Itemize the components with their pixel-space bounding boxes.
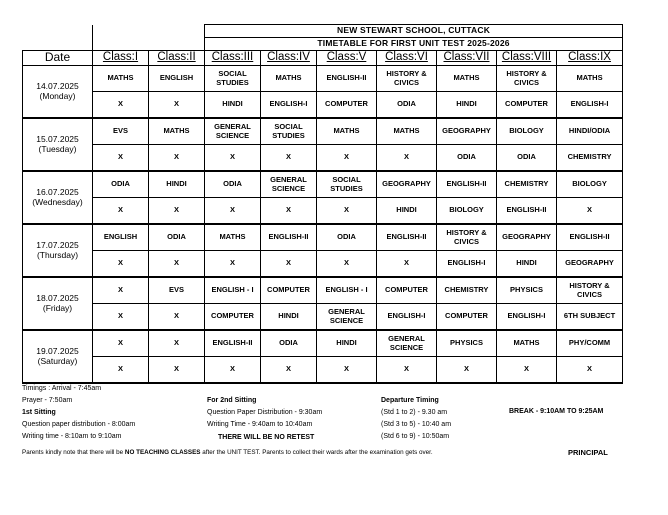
day-name: (Friday) <box>42 302 73 313</box>
date-header: Date <box>23 51 93 66</box>
day-name: (Tuesday) <box>38 143 77 154</box>
school-name: NEW STEWART SCHOOL, CUTTACK <box>205 25 623 38</box>
subject-cell: ENGLISH-II <box>317 66 377 92</box>
subject-cell: X <box>497 357 557 384</box>
class-header-label: Class:I <box>102 51 139 64</box>
exam-date <box>23 224 93 277</box>
subject-cell: X <box>205 251 261 278</box>
subject-cell: X <box>149 357 205 384</box>
day-name: (Thursday) <box>36 249 79 260</box>
subject-cell: GENERAL SCIENCE <box>377 330 437 357</box>
subject-cell: COMPUTER <box>205 304 261 331</box>
first-sitting-label: 1st Sitting <box>22 409 56 416</box>
qp-distribution-second: Question Paper Distribution - 9:30am <box>207 409 323 416</box>
principal-signature-label: PRINCIPAL <box>568 448 608 457</box>
subject-cell: HINDI <box>497 251 557 278</box>
table-row <box>23 251 623 278</box>
subject-cell: GENERAL SCIENCE <box>261 171 317 198</box>
subject-cell: HINDI/ODIA <box>557 118 623 145</box>
subject-cell: MATHS <box>437 66 497 92</box>
subject-cell: ODIA <box>497 145 557 172</box>
subject-cell: MATHS <box>205 224 261 251</box>
subject-cell: ODIA <box>149 224 205 251</box>
day-name: (Monday) <box>39 90 76 101</box>
table-row <box>23 277 623 304</box>
class-header-label: Class:IX <box>568 51 611 64</box>
subject-cell: HINDI <box>205 92 261 119</box>
break-timing: BREAK - 9:10AM TO 9:25AM <box>509 408 604 415</box>
subject-cell: ENGLISH-II <box>497 198 557 225</box>
timetable-sheet <box>22 24 622 384</box>
table-row <box>23 92 623 119</box>
subject-cell: ENGLISH - I <box>317 277 377 304</box>
subject-cell: MATHS <box>93 66 149 92</box>
subject-cell: X <box>261 198 317 225</box>
subject-cell: COMPUTER <box>437 304 497 331</box>
subject-cell: HINDI <box>377 198 437 225</box>
subject-cell: X <box>377 357 437 384</box>
departure-std-3-5: (Std 3 to 5) - 10:40 am <box>381 421 452 428</box>
blank-corner <box>23 25 93 38</box>
day-name: (Saturday) <box>37 355 78 366</box>
subject-cell: X <box>437 357 497 384</box>
departure-std-6-9: (Std 6 to 9) - 10:50am <box>381 433 450 440</box>
class-header <box>377 51 437 66</box>
subject-cell: ENGLISH-I <box>261 92 317 119</box>
class-header <box>317 51 377 66</box>
subject-cell: ODIA <box>377 92 437 119</box>
subject-cell: HINDI <box>261 304 317 331</box>
subject-cell: X <box>557 357 623 384</box>
class-header <box>497 51 557 66</box>
class-header-label: Class:V <box>326 51 367 64</box>
subject-cell: X <box>317 145 377 172</box>
subject-cell: X <box>93 92 149 119</box>
class-header <box>205 51 261 66</box>
subject-cell: MATHS <box>317 118 377 145</box>
subject-cell: MATHS <box>149 118 205 145</box>
subject-cell: X <box>205 145 261 172</box>
subject-cell: GEOGRAPHY <box>497 224 557 251</box>
subject-cell: HISTORY & CIVICS <box>377 66 437 92</box>
subject-cell: X <box>317 251 377 278</box>
class-header <box>93 51 149 66</box>
subject-cell: GEOGRAPHY <box>377 171 437 198</box>
departure-title: Departure Timing <box>381 397 439 404</box>
subject-cell: X <box>93 357 149 384</box>
subject-cell: X <box>261 357 317 384</box>
subject-cell: HINDI <box>149 171 205 198</box>
subject-cell: X <box>149 330 205 357</box>
subject-cell: X <box>93 330 149 357</box>
subject-cell: X <box>149 145 205 172</box>
subject-cell: ODIA <box>437 145 497 172</box>
subject-cell: GEOGRAPHY <box>437 118 497 145</box>
exam-date <box>23 171 93 224</box>
subject-cell: ENGLISH <box>93 224 149 251</box>
subject-cell: X <box>149 92 205 119</box>
departure-std-1-2: (Std 1 to 2) - 9.30 am <box>381 409 448 416</box>
class-header-label: Class:III <box>211 51 254 64</box>
day-name: (Wednesday) <box>32 196 83 207</box>
subject-cell: X <box>149 304 205 331</box>
subject-cell: COMPUTER <box>261 277 317 304</box>
subject-cell: MATHS <box>377 118 437 145</box>
exam-date <box>23 66 93 119</box>
subject-cell: SOCIAL STUDIES <box>261 118 317 145</box>
subject-cell: ENGLISH-II <box>437 171 497 198</box>
table-row <box>23 224 623 251</box>
subject-cell: X <box>93 251 149 278</box>
subject-cell: ODIA <box>93 171 149 198</box>
subject-cell: X <box>557 198 623 225</box>
subject-cell: PHYSICS <box>497 277 557 304</box>
subject-cell: X <box>93 145 149 172</box>
qp-distribution-first: Question paper distribution - 8:00am <box>22 421 136 428</box>
subject-cell: X <box>205 198 261 225</box>
subject-cell: COMPUTER <box>317 92 377 119</box>
subject-cell: MATHS <box>557 66 623 92</box>
prayer-timing: Prayer - 7:50am <box>22 397 73 404</box>
subject-cell: PHYSICS <box>437 330 497 357</box>
subject-cell: ODIA <box>317 224 377 251</box>
subject-cell: MATHS <box>261 66 317 92</box>
subject-cell: ENGLISH-II <box>261 224 317 251</box>
subject-cell: X <box>93 198 149 225</box>
date-value: 14.07.2025 <box>36 80 79 91</box>
subject-cell: SOCIAL STUDIES <box>205 66 261 92</box>
subject-cell: X <box>93 277 149 304</box>
table-row <box>23 198 623 225</box>
no-retest-notice: THERE WILL BE NO RETEST <box>218 434 315 441</box>
table-row <box>23 118 623 145</box>
class-header-label: Class:VIII <box>501 51 552 64</box>
subject-cell: X <box>149 198 205 225</box>
subject-cell: X <box>149 251 205 278</box>
subject-cell: HISTORY & CIVICS <box>437 224 497 251</box>
subject-cell: ENGLISH-II <box>377 224 437 251</box>
table-row <box>23 304 623 331</box>
subject-cell: GENERAL SCIENCE <box>317 304 377 331</box>
subject-cell: X <box>317 357 377 384</box>
subject-cell: CHEMISTRY <box>437 277 497 304</box>
subject-cell: COMPUTER <box>497 92 557 119</box>
table-row <box>23 145 623 172</box>
arrival-timing: Timings : Arrival - 7:45am <box>22 385 102 392</box>
table-row <box>23 357 623 384</box>
class-header <box>149 51 205 66</box>
class-header-label: Class:II <box>157 51 196 64</box>
date-value: 19.07.2025 <box>36 345 79 356</box>
class-header-label: Class:IV <box>267 51 310 64</box>
subject-cell: ENGLISH-I <box>557 92 623 119</box>
subject-cell: BIOLOGY <box>497 118 557 145</box>
subject-cell: MATHS <box>497 330 557 357</box>
class-header-label: Class:VI <box>385 51 428 64</box>
header-row <box>23 51 623 66</box>
subject-cell: GENERAL SCIENCE <box>205 118 261 145</box>
subject-cell: ENGLISH-I <box>497 304 557 331</box>
date-value: 16.07.2025 <box>36 186 79 197</box>
table-row <box>23 66 623 92</box>
date-value: 18.07.2025 <box>36 292 79 303</box>
class-header <box>557 51 623 66</box>
subject-cell: GEOGRAPHY <box>557 251 623 278</box>
subject-cell: EVS <box>149 277 205 304</box>
subject-cell: X <box>317 198 377 225</box>
subject-cell: X <box>377 145 437 172</box>
table-row <box>23 171 623 198</box>
timetable-title: TIMETABLE FOR FIRST UNIT TEST 2025-2026 <box>205 38 623 51</box>
subject-cell: ENGLISH-II <box>205 330 261 357</box>
subject-cell: X <box>93 304 149 331</box>
exam-date <box>23 118 93 171</box>
subject-cell: HINDI <box>317 330 377 357</box>
exam-date <box>23 277 93 330</box>
subject-cell: COMPUTER <box>377 277 437 304</box>
subject-cell: X <box>261 251 317 278</box>
subject-cell: HINDI <box>437 92 497 119</box>
subject-cell: HISTORY & CIVICS <box>497 66 557 92</box>
timetable <box>22 24 623 384</box>
table-row <box>23 330 623 357</box>
writing-time-first: Writing time - 8:10am to 9:10am <box>22 433 122 440</box>
subject-cell: 6TH SUBJECT <box>557 304 623 331</box>
subject-cell: X <box>205 357 261 384</box>
subject-cell: BIOLOGY <box>437 198 497 225</box>
subject-cell: HISTORY & CIVICS <box>557 277 623 304</box>
subject-cell: CHEMISTRY <box>557 145 623 172</box>
date-value: 15.07.2025 <box>36 133 79 144</box>
class-header-label: Class:VII <box>443 51 490 64</box>
class-header <box>437 51 497 66</box>
date-value: 17.07.2025 <box>36 239 79 250</box>
subject-cell: ODIA <box>261 330 317 357</box>
subject-cell: PHY/COMM <box>557 330 623 357</box>
subject-cell: ENGLISH-I <box>377 304 437 331</box>
subject-cell: EVS <box>93 118 149 145</box>
subject-cell: ENGLISH - I <box>205 277 261 304</box>
class-header <box>261 51 317 66</box>
subject-cell: SOCIAL STUDIES <box>317 171 377 198</box>
subject-cell: BIOLOGY <box>557 171 623 198</box>
parents-note: Parents kindly note that there will be NO TEACHING CLASSES after the UNIT TEST. Parents to collect their wards after the examination gets over. <box>22 449 433 456</box>
subject-cell: CHEMISTRY <box>497 171 557 198</box>
subject-cell: ENGLISH-I <box>437 251 497 278</box>
subject-cell: ODIA <box>205 171 261 198</box>
exam-date <box>23 330 93 383</box>
subject-cell: X <box>261 145 317 172</box>
second-sitting-label: For 2nd Sitting <box>207 397 257 404</box>
subject-cell: ENGLISH <box>149 66 205 92</box>
writing-time-second: Writing Time - 9:40am to 10:40am <box>207 421 313 428</box>
subject-cell: X <box>377 251 437 278</box>
subject-cell: ENGLISH-II <box>557 224 623 251</box>
